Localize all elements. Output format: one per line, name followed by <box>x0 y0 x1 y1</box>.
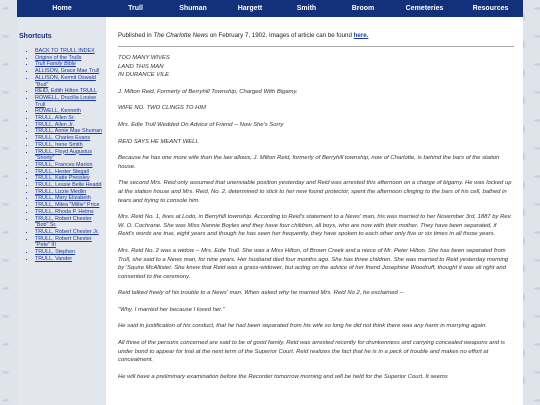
shortcut-link[interactable]: REID, Edith Hilton TRULL <box>35 88 97 95</box>
shortcut-link[interactable]: TRULL, Lizzie Medlin <box>35 188 87 195</box>
article-headline: LAND THIS MAN <box>118 63 164 70</box>
shortcut-item <box>35 169 105 176</box>
nav-smith[interactable]: Smith <box>296 5 317 12</box>
article-paragraph: WIFE NO. TWO CLINGS TO HIM <box>118 105 206 112</box>
shortcut-link[interactable]: TRULL, Robert Chester "Pete" III <box>35 235 92 249</box>
shortcut-link[interactable]: TRULL, Hester Stegall <box>35 168 89 175</box>
shortcut-item <box>35 202 105 209</box>
shortcut-link[interactable]: TRULL, Charles Evans <box>35 135 91 142</box>
newspaper-name: The Charlotte News <box>153 32 209 39</box>
article-paragraph: Mrs. Edie Trull Wedded On Advice of Friend -- Now She's Sorry <box>118 121 284 128</box>
top-navigation-bar <box>17 0 523 17</box>
shortcut-item <box>35 229 105 236</box>
article-paragraph: Reid talked freely of his trouble to a News' man. When asked why he married Mrs. Reid No 2, he exclaimed -- <box>118 290 404 297</box>
article-paragraph: Mrs. Reid No. 1, lives at Lodo, in Berryhill township. According to Reid's statement to a News' man, his was married to her November 3rd, 1887 by Rev. W. O. Cochrane. She was Miss Nannie Boyles and they have four children, all boys, who are now with their mother. They have been separated, if Reid's words are true, eight years and though he has seen her frequently, they have spoken to each other only five or six times in all those years. <box>118 214 512 238</box>
article-paragraph: The second Mrs. Reid only assumed that unenviable position yesterday and Reid was arrested this afternoon on a charge of bigamy. He was locked up at the station house and Mrs. Reid, No. 2, determined to stick to her new found protector, spent the afternoon clinging to the bars of his cell, bathed in tears and trying to console him. <box>118 180 512 204</box>
article-paragraph: REID SAYS HE MEANT WELL <box>118 138 199 145</box>
shortcut-list <box>21 48 105 263</box>
nav-hargett[interactable]: Hargett <box>237 5 263 12</box>
article-paragraph: Mrs. Reid No. 2 was a widow -- Mrs. Edie Trull. She was a Miss Hilton, of Brown Creek and a niece of Mr. Peter Hilton. She has been separated from Trull, she said to a News man, for nine years. Her husband died four months ago. She has three children. She was married to Reid yesterday morning by 'Squire McAllister. She knew that Reid was a grass-widower, but acting on the advice of her friend Josephine Woodruff, thought it was all right and consented to the ceremony. <box>118 247 509 280</box>
shortcut-link[interactable]: ROWELL, Drucilla Louise Trull <box>35 94 97 108</box>
shortcut-item <box>35 61 105 68</box>
article-paragraph: J. Milton Reid, Formerly of Berryhill Township, Charged With Bigamy. <box>118 88 298 95</box>
article-paragraph: Because he has one more wife than the law allows, J. Milton Reid, formerly of Berryhill township, now of Charlotte, is behind the bars of the station house. <box>118 155 500 170</box>
shortcut-item <box>35 55 105 62</box>
shortcut-link[interactable]: BACK TO TRULL INDEX <box>35 48 95 54</box>
shortcut-item <box>35 182 105 189</box>
shortcuts-sidebar <box>17 17 105 405</box>
shortcut-item <box>35 175 105 182</box>
shortcut-link[interactable]: TRULL, Irene Smith <box>35 141 83 148</box>
shortcut-link[interactable]: ROWELL, Kenneth <box>35 108 81 115</box>
nav-cemeteries[interactable]: Cemeteries <box>405 5 444 12</box>
nav-trull[interactable]: Trull <box>128 5 143 12</box>
separator <box>118 46 514 47</box>
shortcut-item <box>35 88 105 95</box>
shortcut-item <box>35 95 105 108</box>
nav-broom[interactable]: Broom <box>351 5 375 12</box>
shortcut-item <box>35 115 105 122</box>
shortcut-link[interactable]: TRULL, Vander <box>35 255 73 262</box>
shortcut-link[interactable]: TRULL, Allen Jr. <box>35 121 74 128</box>
article-headline: TOO MANY WIVES <box>118 55 170 61</box>
nav-resources[interactable]: Resources <box>472 5 509 12</box>
shortcut-link[interactable]: TRULL, Milea "Millie" Price <box>35 202 100 209</box>
shortcut-link[interactable]: TRULL, Floyd Augustus "Shorty" <box>35 148 92 162</box>
shortcut-link[interactable]: TRULL, Lessie Belle Headd <box>35 182 102 189</box>
publication-info <box>118 32 514 39</box>
shortcut-link[interactable]: TRULL, Frances Marion <box>35 161 93 168</box>
shortcut-link[interactable]: TRULL, Rhoda P. Helms <box>35 208 94 215</box>
shortcut-link[interactable]: TRULL, Katie Pressley <box>35 175 90 182</box>
shortcut-item <box>35 256 105 263</box>
shortcut-link[interactable]: ALLISON, Kermit Oswald "Bud" <box>35 74 96 88</box>
main-content <box>106 17 523 405</box>
shortcut-item <box>35 249 105 256</box>
shortcut-item <box>35 216 105 229</box>
shortcut-link[interactable]: Trull Family Bible <box>35 61 76 68</box>
article-paragraph: He will have a preliminary examination before the Recorder tomorrow morning and will be held for the Superior Court. It seems <box>118 373 448 380</box>
shortcut-item <box>35 189 105 196</box>
shortcut-item <box>35 209 105 216</box>
sidebar-title: Shortcuts <box>19 33 52 40</box>
shortcut-link[interactable]: TRULL, Allen Sr. <box>35 115 75 122</box>
shortcut-item <box>35 195 105 202</box>
shortcut-link[interactable]: TRULL, Annie Mae Shuman <box>35 128 103 135</box>
images-link[interactable]: here. <box>353 32 369 39</box>
shortcut-item <box>35 75 105 88</box>
shortcut-item <box>35 48 105 55</box>
shortcut-item <box>35 149 105 162</box>
shortcut-link[interactable]: TRULL, Mary Elizabeth <box>35 195 91 202</box>
shortcut-link[interactable]: TRULL, Stephen <box>35 249 76 256</box>
shortcut-item <box>35 135 105 142</box>
nav-home[interactable]: Home <box>52 5 72 12</box>
article-body <box>118 54 514 381</box>
shortcut-link[interactable]: ALLISON, Grace Mae Trull <box>35 68 100 75</box>
shortcut-item <box>35 122 105 129</box>
article-paragraph: All three of the persons concerned are said to be of good family. Reid was arrested recently for drunkenness and carrying concealed weapons and is under bond to appear for trial at the next term of the Superior Court. Reid realizes the fact that he is in a peck of trouble and makes no effort at concealment. <box>118 340 505 364</box>
shortcut-item <box>35 128 105 135</box>
article-paragraph: He said in justification of his conduct, that he had been separated from his wife so long he did not think there was any harm in marrying again. <box>118 323 488 330</box>
shortcut-item <box>35 162 105 169</box>
publication-prefix: Published in <box>118 32 154 39</box>
shortcut-link[interactable]: Origins of the Trulls <box>35 54 82 61</box>
shortcut-link[interactable]: TRULL, Robert Chester "Bob" Sr. <box>35 215 92 229</box>
article-headline: IN DURANCE VILE <box>118 72 170 79</box>
publication-middle: on February 7, 1902. Images of article can be found <box>208 32 354 39</box>
nav-shuman[interactable]: Shuman <box>179 5 207 12</box>
article-paragraph: "Why, I married her because I loved her." <box>118 306 225 313</box>
shortcut-link[interactable]: TRULL, Robert Chester Jr. <box>35 228 99 235</box>
shortcut-item <box>35 142 105 149</box>
shortcut-item <box>35 68 105 75</box>
shortcut-item <box>35 236 105 249</box>
shortcut-item <box>35 108 105 115</box>
